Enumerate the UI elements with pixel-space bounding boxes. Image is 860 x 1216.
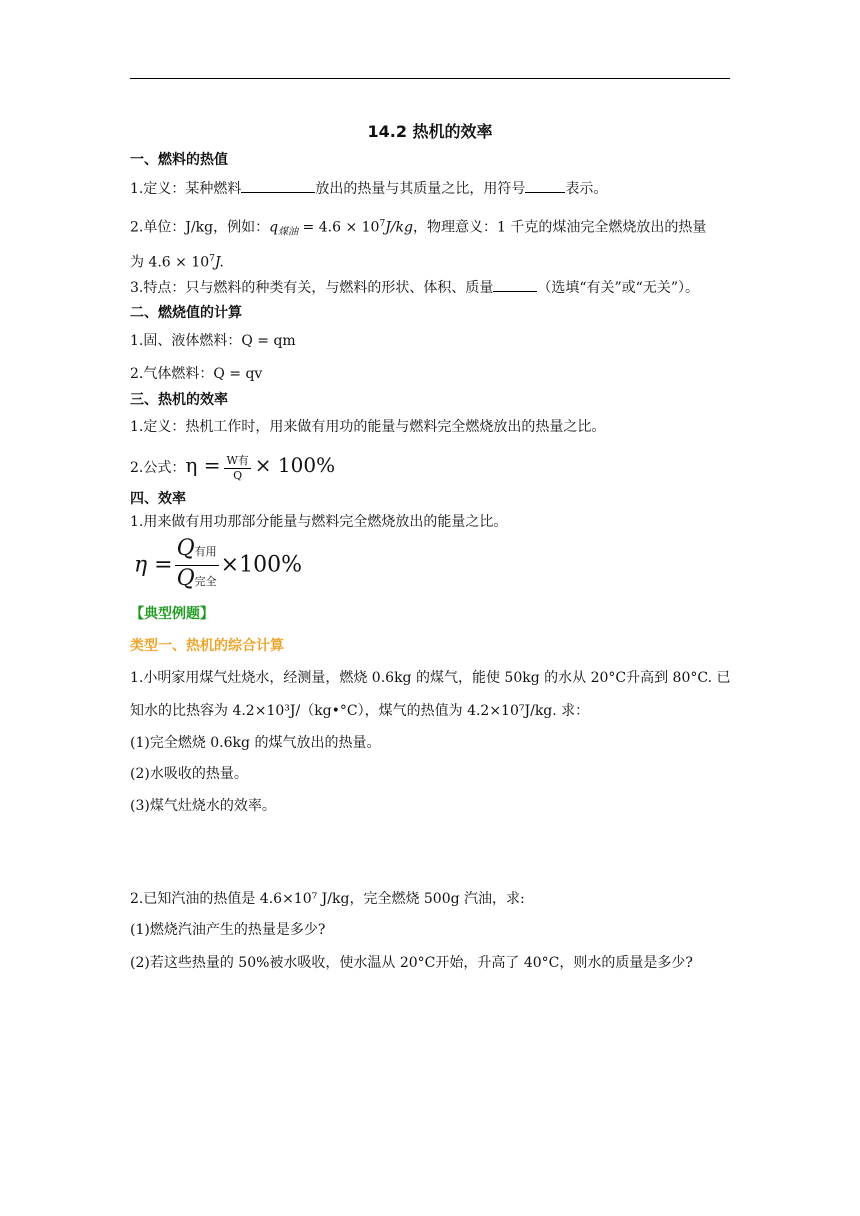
examples-label: 【典型例题】	[130, 606, 214, 622]
eta-symbol-2: η =	[134, 552, 173, 578]
unit-text-a: 2.单位：J/kg，例如：	[130, 219, 270, 236]
q-subscript: 煤油	[278, 226, 299, 238]
question1-part1: (1)完全燃烧 0.6kg 的煤气放出的热量。	[130, 735, 381, 751]
fraction-denominator: Q	[233, 468, 243, 482]
definition-text-c: 表示。	[565, 181, 608, 197]
numerator-q: Q	[176, 536, 195, 561]
unit-eq: = 4.6 × 10	[298, 219, 380, 236]
fill-blank-2[interactable]	[525, 178, 565, 193]
definition-text-b: 放出的热量与其质量之比，用符号	[315, 181, 526, 197]
question2-part2: (2)若这些热量的 50%被水吸收，使水温从 20°C开始，升高了 40°C，则水的质量是多少?	[130, 955, 693, 971]
unit-jkg: J/kg	[385, 219, 413, 236]
eta-symbol: η =	[185, 453, 221, 477]
solid-liquid-formula: 1.固、液体燃料：Q = qm	[130, 333, 296, 349]
efficiency-tail: ×100%	[220, 552, 302, 578]
efficiency-definition: 1.用来做有用功那部分能量与燃料完全燃烧放出的能量之比。	[130, 514, 508, 530]
question1-part2: (2)水吸收的热量。	[130, 766, 248, 782]
type-heading: 类型一、热机的综合计算	[130, 638, 284, 654]
big-denominator	[175, 566, 219, 595]
definition-line	[130, 178, 607, 199]
efficiency-formula	[134, 536, 302, 595]
unit2-exp: 7	[209, 254, 215, 264]
formula-tail: × 100%	[254, 453, 336, 477]
big-numerator	[175, 536, 219, 566]
header-rule	[130, 78, 730, 79]
engine-definition: 1.定义：热机工作时，用来做有用功的能量与燃料完全燃烧放出的热量之比。	[130, 419, 606, 435]
gas-formula: 2.气体燃料：Q = qv	[130, 366, 263, 382]
section-heading-engine-efficiency: 三、热机的效率	[130, 392, 228, 408]
definition-text-a: 1.定义：某种燃料	[130, 181, 242, 197]
formula-label: 2.公式：	[130, 460, 186, 476]
page-title: 14.2 热机的效率	[367, 122, 493, 141]
question1-line1: 1.小明家用煤气灶烧水，经测量，燃烧 0.6kg 的煤气，能使 50kg 的水从 20°C升高到 80°C. 已	[130, 670, 731, 686]
fraction	[224, 454, 250, 483]
numerator-sub: 有用	[194, 545, 217, 558]
big-fraction	[175, 536, 219, 595]
section-heading-efficiency: 四、效率	[130, 491, 186, 507]
denominator-q: Q	[176, 566, 195, 591]
section-heading-calc: 二、燃烧值的计算	[130, 305, 242, 321]
section-heading-fuel-heat-value: 一、燃料的热值	[130, 152, 228, 168]
unit-line-2	[130, 249, 224, 273]
question2-part1: (1)燃烧汽油产生的热量是多少?	[130, 922, 326, 938]
unit2-text-a: 为 4.6 × 10	[130, 254, 210, 271]
q-symbol: q	[269, 219, 279, 236]
fraction-numerator: W有	[226, 453, 249, 467]
unit-text-b: ，物理意义：1 千克的煤油完全燃烧放出的热量	[412, 219, 707, 236]
feature-text-a: 3.特点：只与燃料的种类有关，与燃料的形状、体积、质量	[130, 280, 494, 296]
fill-blank-3[interactable]	[493, 277, 537, 292]
feature-line	[130, 277, 699, 298]
question2-line1: 2.已知汽油的热值是 4.6×10⁷ J/kg，完全燃烧 500g 汽油，求:	[130, 891, 525, 907]
unit-exp: 7	[379, 219, 386, 229]
unit-line	[130, 214, 706, 243]
question1-line2: 知水的比热容为 4.2×10³J/（kg•°C），煤气的热值为 4.2×10⁷J/kg. 求：	[130, 703, 590, 719]
denominator-sub: 完全	[194, 575, 217, 588]
unit2-text-b: J.	[214, 254, 224, 271]
question1-part3: (3)煤气灶烧水的效率。	[130, 798, 276, 814]
engine-formula-line	[130, 447, 335, 486]
fill-blank-1[interactable]	[241, 178, 315, 193]
feature-text-b: （选填“有关”或“无关”）。	[537, 280, 699, 296]
